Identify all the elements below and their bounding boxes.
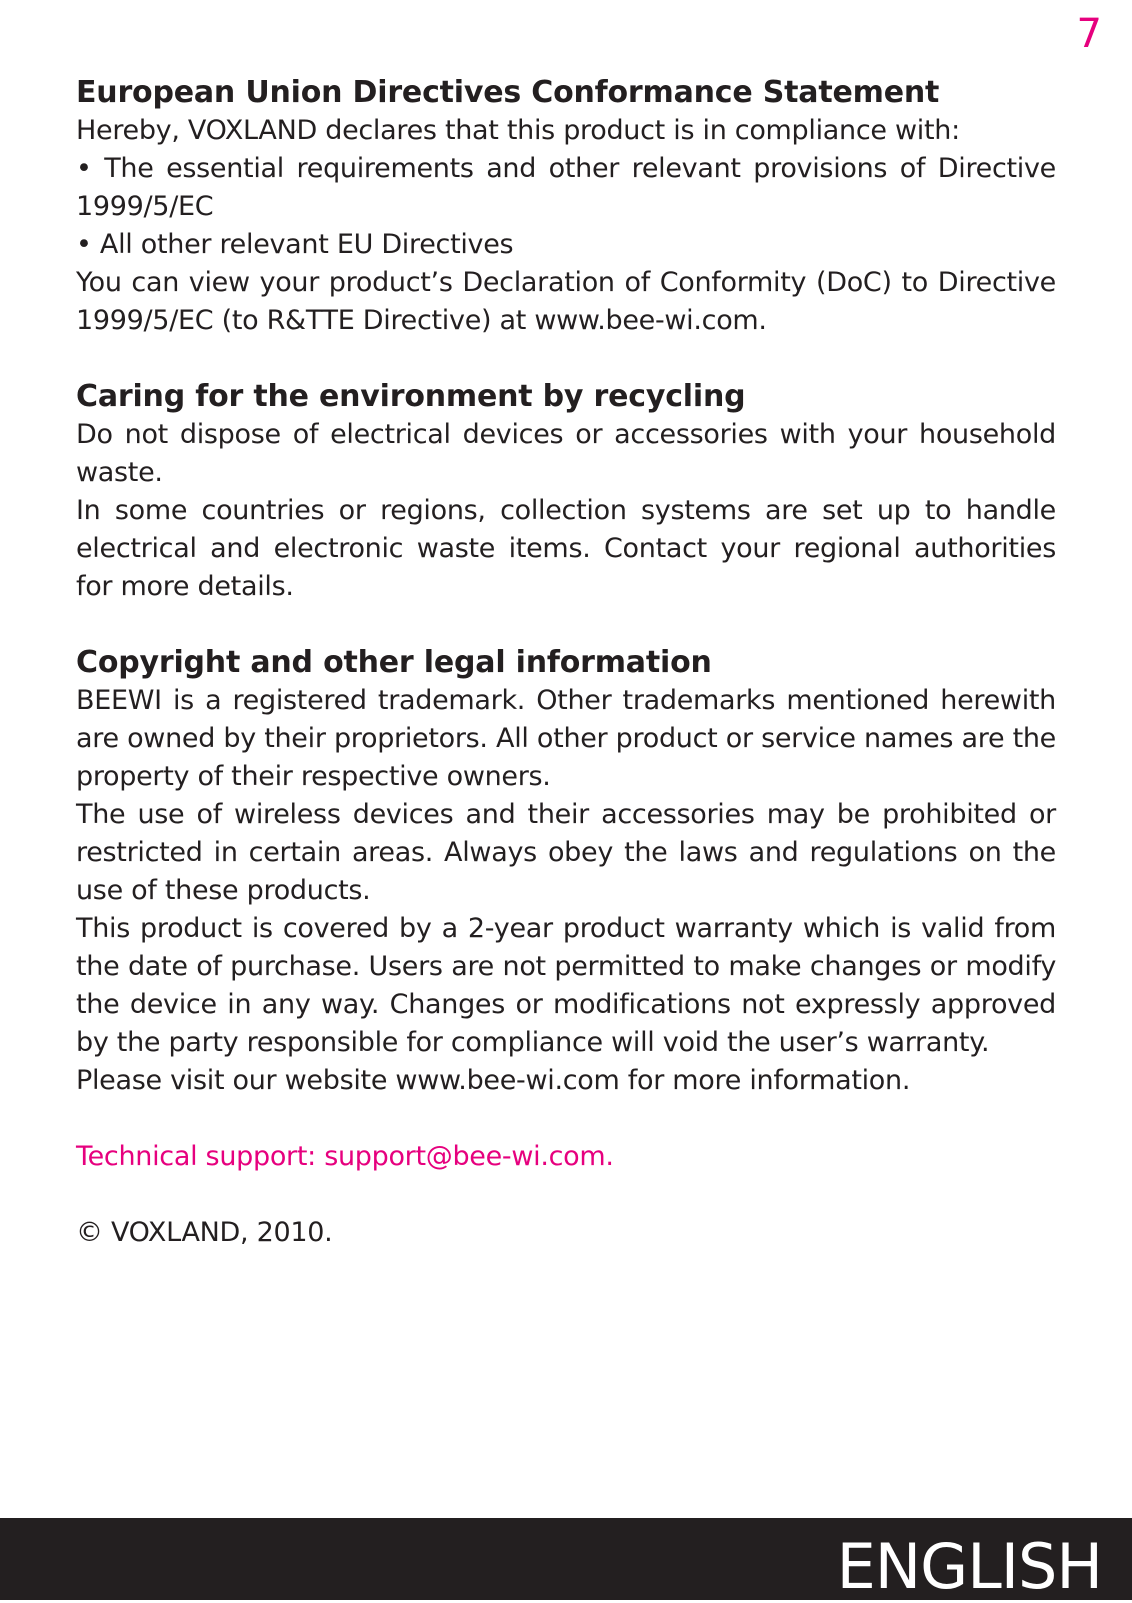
eu-intro-text: Hereby, VOXLAND declares that this product is in compliance with: bbox=[76, 115, 960, 146]
eu-bullet-other: • All other relevant EU Directives bbox=[76, 229, 514, 260]
legal-wireless-para: The use of wireless devices and their accessories may be prohibited or restricted in certain areas. Always obey the laws and regulations on the use of these products. bbox=[76, 799, 1056, 906]
legal-trademark-para: BEEWI is a registered trademark. Other trademarks mentioned herewith are owned by their proprietors. All other product or service names are the property of their respective owners. bbox=[76, 685, 1056, 792]
legal-website-para: Please visit our website www.bee-wi.com for more information. bbox=[76, 1065, 911, 1096]
eu-conformance-heading: European Union Directives Conformance Statement bbox=[76, 75, 940, 110]
eu-bullet-directive: • The essential requirements and other relevant provisions of Directive 1999/5/EC bbox=[76, 153, 1056, 222]
eu-conformance-section bbox=[76, 74, 1056, 340]
recycling-heading: Caring for the environment by recycling bbox=[76, 379, 746, 414]
language-label: ENGLISH bbox=[836, 1530, 1102, 1603]
technical-support-line: Technical support: support@bee-wi.com. bbox=[76, 1141, 614, 1172]
legal-heading: Copyright and other legal information bbox=[76, 645, 712, 680]
legal-section bbox=[76, 644, 1056, 1100]
copyright-line: © VOXLAND, 2010. bbox=[76, 1217, 333, 1248]
eu-doc-note: You can view your product’s Declaration of Conformity (DoC) to Directive 1999/5/EC (to R&TTE Directive) at www.bee-wi.com. bbox=[76, 267, 1056, 336]
legal-warranty-para: This product is covered by a 2-year product warranty which is valid from the date of purchase. Users are not permitted to make changes or modify the device in any way. Changes or modifications not expressly approved by the party responsible for compliance will void the user’s warranty. bbox=[76, 913, 1056, 1058]
recycling-para-2: In some countries or regions, collection systems are set up to handle electrical and electronic waste items. Contact your regional authorities for more details. bbox=[76, 495, 1056, 602]
page-number: 7 bbox=[1076, 11, 1102, 57]
footer-bar bbox=[0, 1518, 1132, 1603]
recycling-para-1: Do not dispose of electrical devices or accessories with your household waste. bbox=[76, 419, 1056, 488]
document-body bbox=[76, 74, 1056, 1252]
recycling-section bbox=[76, 378, 1056, 606]
